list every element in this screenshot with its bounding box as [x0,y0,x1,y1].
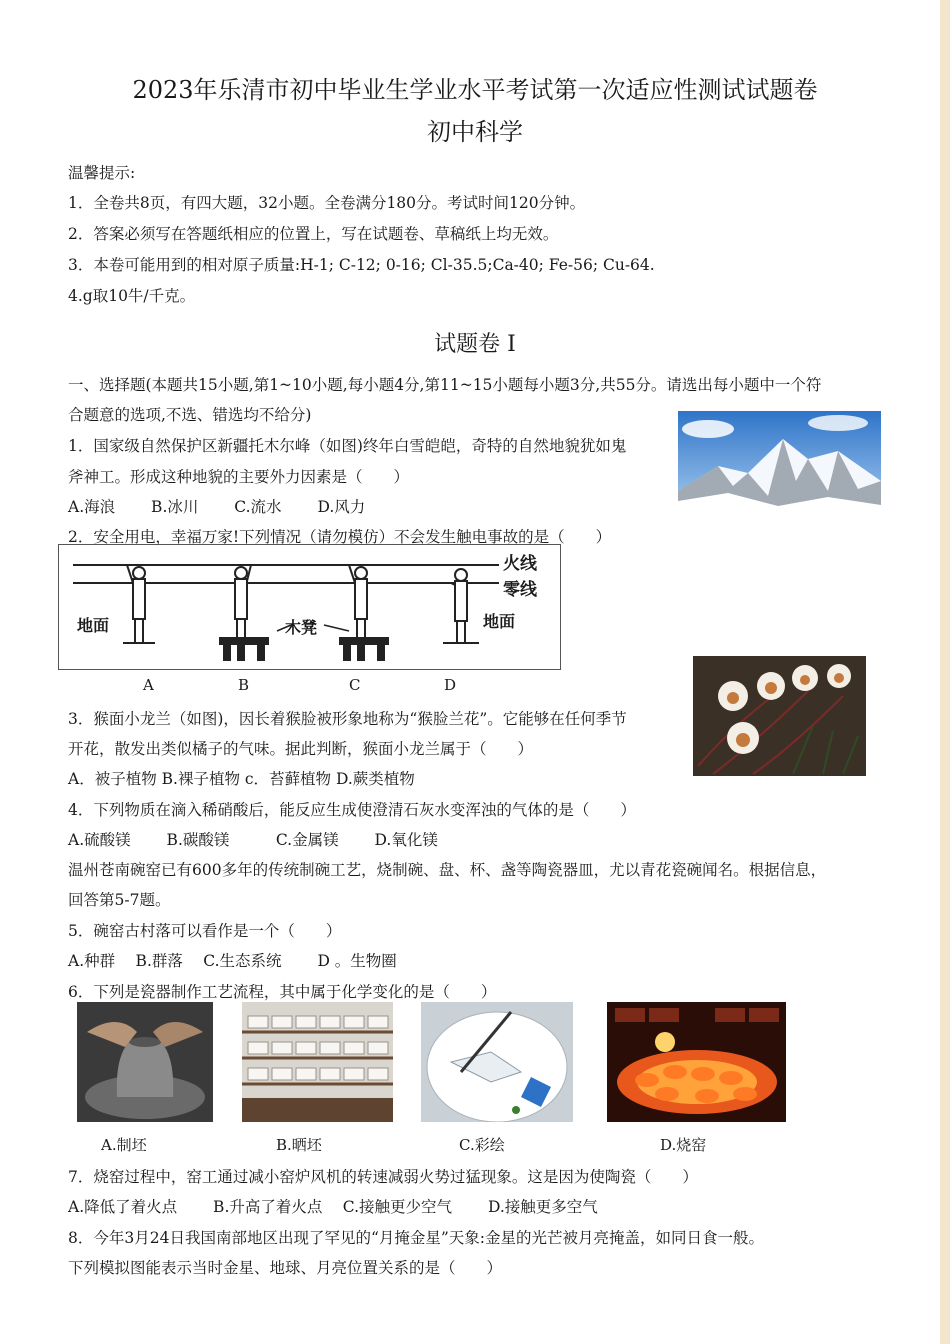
tip-item: 2．答案必须写在答题纸相应的位置上，写在试题卷、草稿纸上均无效。 [68,225,559,243]
painting-plate-photo [421,1002,573,1122]
q8-stem: 8．今年3月24日我国南部地区出现了罕见的“月掩金星”天象:金星的光芒被月亮掩盖，如同日食一般。 [68,1229,765,1247]
neutral-wire-label: 零线 [503,580,537,600]
drying-bowls-photo [242,1002,393,1122]
q1-stem-cont: 斧神工。形成这种地貌的主要外力因素是（ ） [68,468,410,486]
q2-label-b: B [238,676,250,694]
q6-caption-b: B.晒坯 [276,1136,322,1154]
tip-item: 1．全卷共8页，有四大题，32小题。全卷满分180分。考试时间120分钟。 [68,194,586,212]
part1-intro: 一、选择题(本题共15小题,第1~10小题,每小题4分,第11~15小题每小题3分,共55分。请选出每小题中一个符 [68,376,822,394]
live-wire-label: 火线 [503,554,537,574]
page-edge-strip [940,0,950,1344]
q2-stem: 2．安全用电，幸福万家!下列情况（请勿模仿）不会发生触电事故的是（ ） [68,528,612,546]
exam-title: 2023年乐清市初中毕业生学业水平考试第一次适应性测试试题卷 [132,76,818,104]
q4-stem: 4．下列物质在滴入稀硝酸后，能反应生成使澄清石灰水变浑浊的气体的是（ ） [68,801,636,819]
electric-diagram [58,544,561,670]
q3-stem-cont: 开花，散发出类似橘子的气味。据此判断，猴面小龙兰属于（ ） [68,740,534,758]
q6-caption-d: D.烧窑 [660,1136,707,1154]
q6-caption-a: A.制坯 [101,1136,147,1154]
q7-options: A.降低了着火点 B.升高了着火点 C.接触更少空气 D.接触更多空气 [68,1198,598,1216]
passage-text-cont: 回答第5-7题。 [68,891,171,909]
q5-options: A.种群 B.群落 C.生态系统 D 。生物圈 [68,952,397,970]
q5-stem: 5．碗窑古村落可以看作是一个（ ） [68,922,342,940]
q3-options: A．被子植物 B.裸子植物 c．苔藓植物 D.蕨类植物 [68,770,415,788]
tip-item: 4.g取10牛/千克。 [68,287,196,305]
q2-label-d: D [444,676,457,694]
kiln-firing-photo [607,1002,786,1122]
q1-options: A.海浪 B.冰川 C.流水 D.风力 [68,498,366,516]
pottery-throwing-photo [77,1002,213,1122]
tip-item: 3．本卷可能用到的相对原子质量:H-1; C-12; 0-16; Cl-35.5;Ca-40; Fe-56; Cu-64. [68,256,655,274]
passage-text: 温州苍南碗窑已有600多年的传统制碗工艺，烧制碗、盘、杯、盏等陶瓷器皿，尤以青花瓷碗闻名。根据信息， [68,861,827,879]
section-title: 试题卷 I [434,332,516,357]
stool-label: 木凳 [285,618,318,637]
ground-label-right: 地面 [483,612,516,631]
tips-heading: 温馨提示: [68,164,136,182]
mountain-photo [678,411,881,514]
q6-stem: 6．下列是瓷器制作工艺流程，其中属于化学变化的是（ ） [68,983,497,1001]
part1-intro-cont: 合题意的选项,不选、错选均不给分) [68,406,312,424]
q4-options: A.硫酸镁 B.碳酸镁 C.金属镁 D.氧化镁 [68,831,438,849]
q1-stem: 1．国家级自然保护区新疆托木尔峰（如图)终年白雪皑皑，奇特的自然地貌犹如鬼 [68,437,627,455]
exam-subtitle: 初中科学 [427,118,523,146]
q3-stem: 3．猴面小龙兰（如图)，因长着猴脸被形象地称为“猴脸兰花”。它能够在任何季节 [68,710,627,728]
ground-label-left: 地面 [77,616,110,635]
q2-label-a: A [143,676,154,694]
q8-stem-cont: 下列模拟图能表示当时金星、地球、月亮位置关系的是（ ） [68,1259,503,1277]
q6-caption-c: C.彩绘 [459,1136,505,1154]
monkey-orchid-photo [693,656,866,776]
q2-label-c: C [349,676,361,694]
q7-stem: 7．烧窑过程中，窑工通过减小窑炉风机的转速减弱火势过猛现象。这是因为使陶瓷（ ） [68,1168,698,1186]
